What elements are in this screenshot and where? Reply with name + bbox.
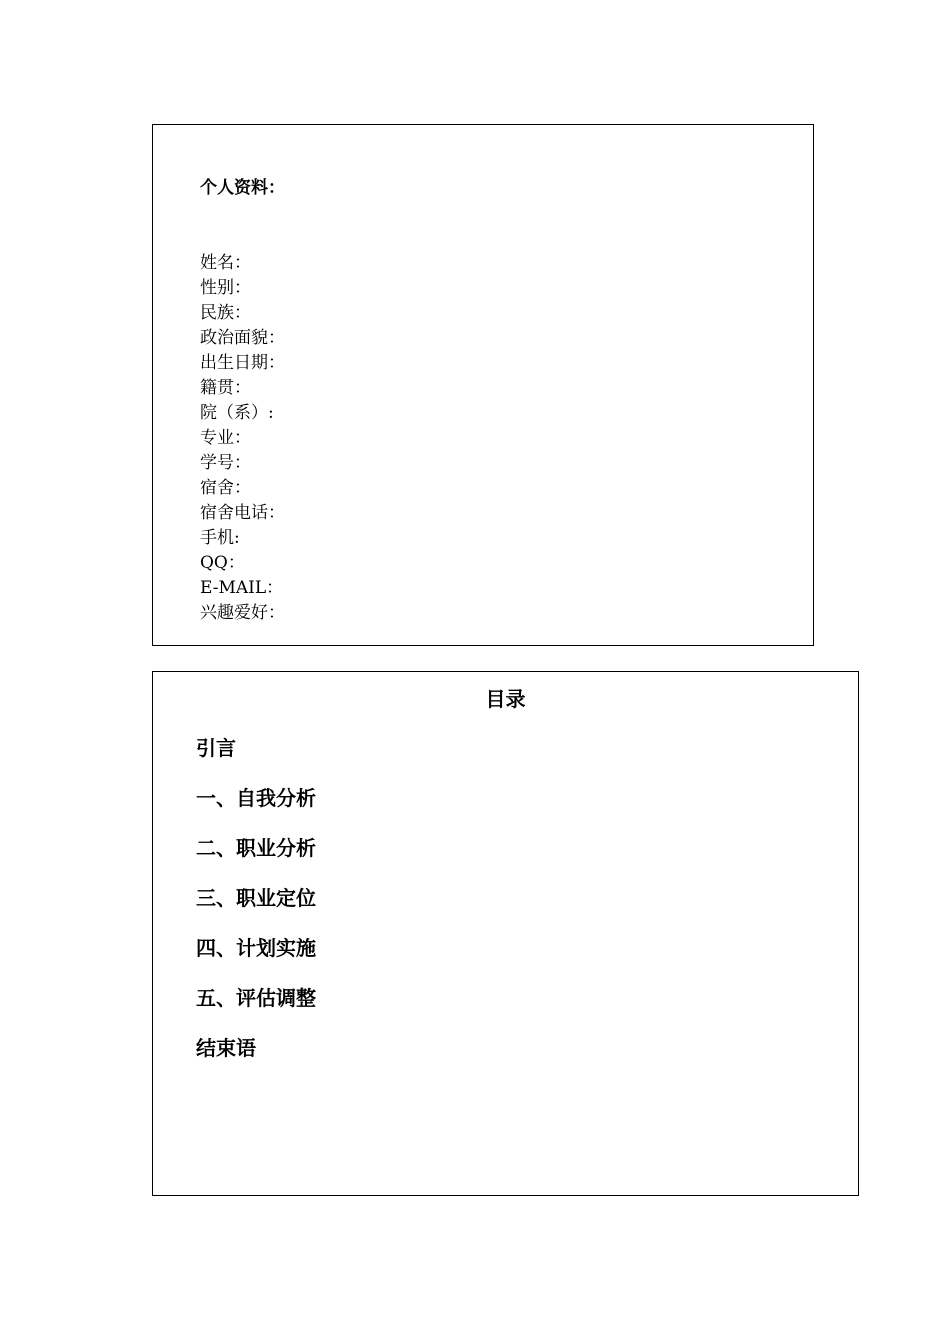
table-of-contents-section — [152, 671, 859, 1196]
field-student-id-label: 学号： — [200, 453, 251, 473]
toc-item-self-analysis: 一、自我分析 — [196, 786, 316, 810]
toc-item-career-positioning: 三、职业定位 — [196, 886, 316, 910]
personal-info-section — [152, 124, 814, 646]
field-email-label: E-MAIL： — [200, 578, 284, 598]
toc-item-conclusion: 结束语 — [196, 1036, 256, 1060]
toc-item-plan-implementation: 四、计划实施 — [196, 936, 316, 960]
field-name-label: 姓名： — [200, 253, 251, 273]
toc-item-introduction: 引言 — [196, 736, 236, 760]
personal-info-field-list — [200, 251, 285, 626]
field-dormitory-label: 宿舍： — [200, 478, 251, 498]
field-native-place-label: 籍贯： — [200, 378, 251, 398]
field-gender-label: 性别： — [200, 278, 251, 298]
toc-item-evaluation-adjustment: 五、评估调整 — [196, 986, 316, 1010]
personal-info-title: 个人资料： — [200, 178, 285, 198]
toc-item-career-analysis: 二、职业分析 — [196, 836, 316, 860]
field-mobile-label: 手机: — [200, 528, 240, 548]
field-political-status-label: 政治面貌： — [200, 328, 285, 348]
field-major-label: 专业： — [200, 428, 251, 448]
toc-list — [196, 735, 316, 1085]
field-department-label: 院（系）: — [200, 403, 274, 423]
field-dorm-phone-label: 宿舍电话： — [200, 503, 285, 523]
toc-title: 目录 — [485, 687, 526, 711]
field-ethnicity-label: 民族： — [200, 303, 251, 323]
field-birth-date-label: 出生日期： — [200, 353, 285, 373]
field-hobbies-label: 兴趣爱好： — [200, 603, 285, 623]
field-qq-label: QQ： — [200, 553, 245, 573]
